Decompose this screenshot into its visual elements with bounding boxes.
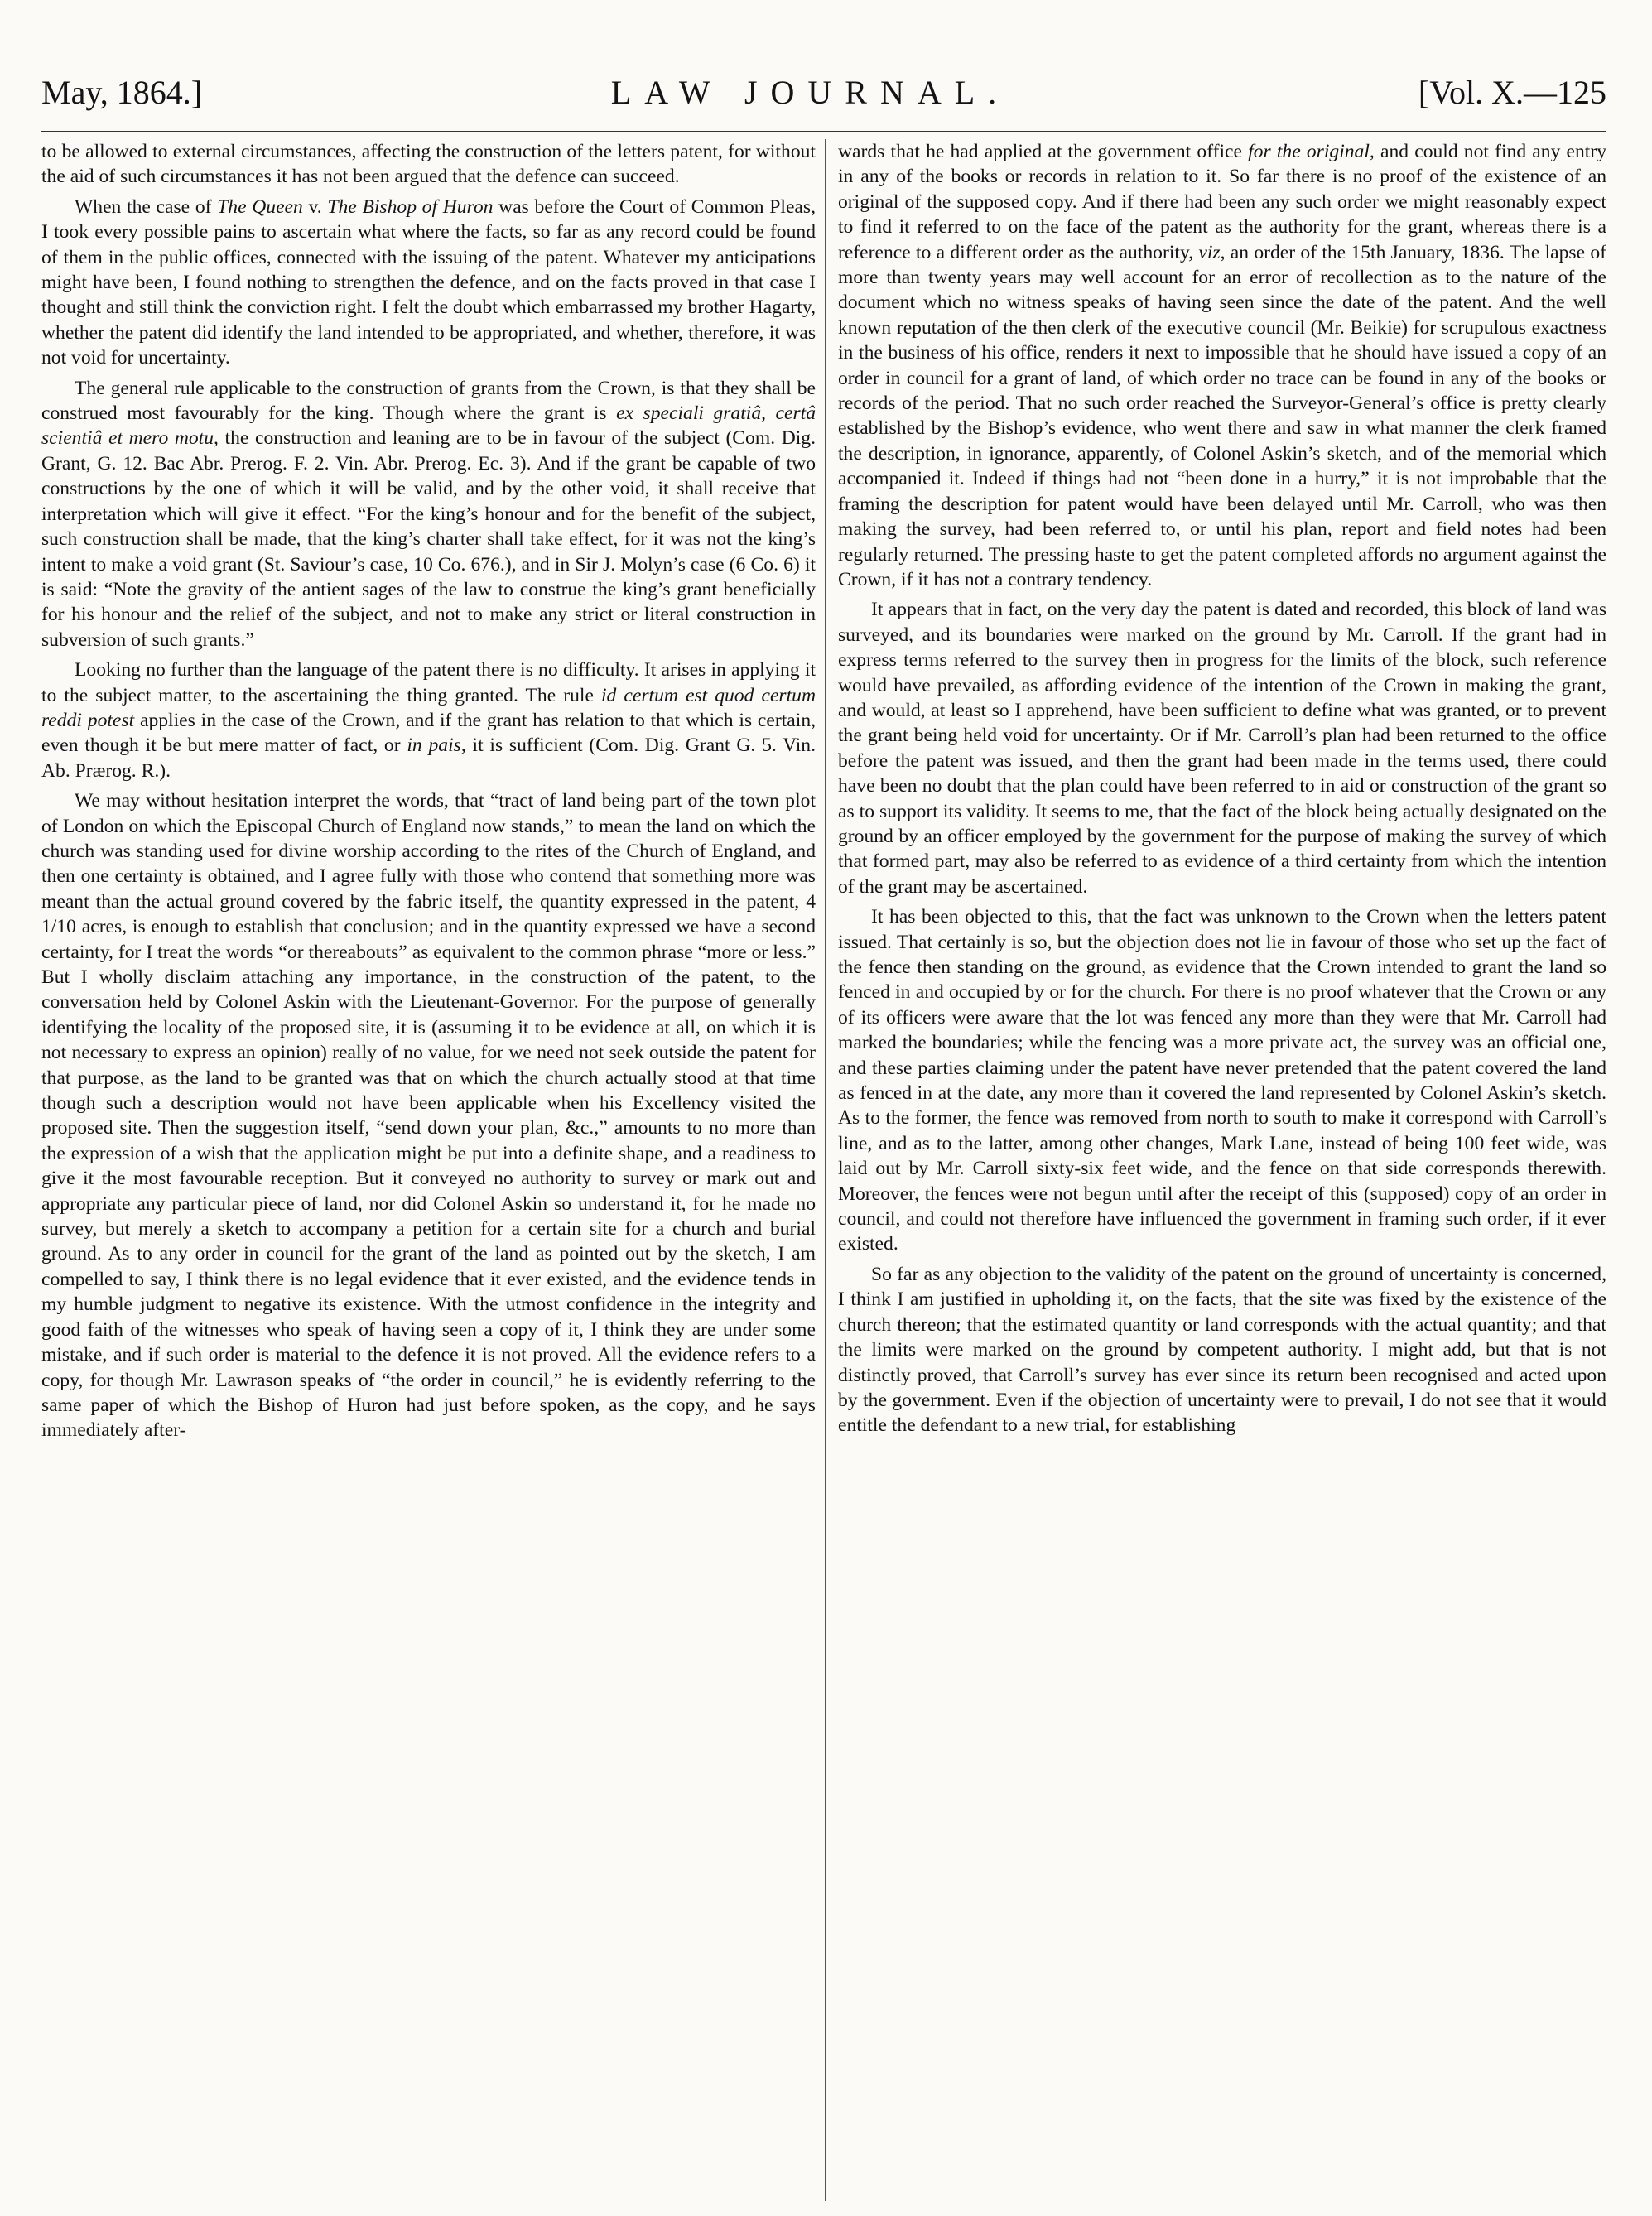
paragraph-text: So far as any objection to the validity of the patent on the ground of uncertainty is concerned, I think I am justified in upholding it, on the facts, that the site was fixed by the existence of the church thereon; that the estimated quantity or land corresponds with the actual quantity; and that the limits were marked on the ground by competent authority. I might add, but that is not distinctly proved, that Carroll’s survey has ever since its return been recognised and acted upon by the government. Even if the objection of uncertainty were to prevail, I do not see that it would entitle the defendant to a new trial, for establishing — [838, 1263, 1606, 1437]
left-column — [41, 139, 816, 2201]
paragraph-text: Looking no further than the language of the patent there is no difficulty. It arises in applying it to the subject matter, to the ascertaining the thing granted. The rule — [41, 659, 816, 706]
paragraph-text: to be allowed to external circumstances, affecting the construction of the letters patent, for without the aid of such circumstances it has not been argued that the defence can succeed. — [41, 141, 816, 188]
paragraph — [41, 658, 816, 783]
italic-text: ex speciali gratiâ, certâ scientiâ et mero motu, — [41, 402, 816, 450]
paragraph — [41, 788, 816, 1443]
italic-text: viz — [1198, 241, 1221, 263]
paragraph-text: The general rule applicable to the construction of grants from the Crown, is that they shall be construed most favourably for the king. Though where the grant is — [41, 377, 816, 425]
paragraph — [838, 904, 1606, 1257]
italic-text: id certum est quod certum reddi potest — [41, 684, 816, 731]
paragraph-text: was before the Court of Common Pleas, I took every possible pains to ascertain what where the facts, so far as any record could be found of them in the public offices, connected with the issuing of the patent. Whatever my anticipations might have been, I found nothing to strengthen the defence, and on the facts proved in that case I thought and still think the conviction right. I felt the doubt which embarrassed my brother Hagarty, whether the patent did identify the land intended to be appropriated, and whether, therefore, it was not void for uncertainty. — [41, 195, 816, 369]
column-divider — [825, 139, 826, 2201]
paragraph — [838, 1262, 1606, 1438]
header-volume-page: [Vol. X.—125 — [1418, 74, 1606, 111]
header-date: May, 1864.] — [41, 74, 203, 111]
paragraph — [838, 139, 1606, 592]
italic-text: The Queen — [217, 195, 303, 218]
paragraph-text: it is sufficient (Com. Dig. Grant G. 5. Vin. Ab. Prærog. R.). — [41, 735, 816, 782]
paragraph — [41, 139, 816, 190]
paragraph — [41, 195, 816, 371]
italic-text: for the original, — [1248, 141, 1375, 162]
paragraph-text: It has been objected to this, that the fact was unknown to the Crown when the letters patent issued. That certainly is so, but the objection does not lie in favour of those who set up the fact of the fence then standing on the ground, as evidence that the Crown intended to grant the land so fenced in and occupied by or for the church. For there is no proof whatever that the Crown or any of its officers were aware that the lot was fenced any more than they were that Mr. Carroll had marked the boundaries; while the fencing was a more private act, the survey was an official one, and these parties claiming under the patent have never pretended that the patent covered the land as fenced in at the date, any more than it covered the land represented by Colonel Askin’s sketch. As to the former, the fence was removed from north to south to make it correspond with Carroll’s line, and as to the latter, among other changes, Mark Lane, instead of being 100 feet wide, was laid out by Mr. Carroll sixty-six feet wide, and the fence on that side corresponds therewith. Moreover, the fences were not begun until after the receipt of this (supposed) copy of an order in council, and could not therefore have influenced the government in framing such order, if it ever existed. — [838, 906, 1606, 1255]
paragraph-text: applies in the case of the Crown, and if the grant has relation to that which is certain, even though it be but mere matter of fact, or — [41, 709, 816, 757]
paragraph — [838, 597, 1606, 899]
paragraph-text: and could not find any entry in any of the books or records in relation to it. So far there is no proof of the existence of an original of the supposed copy. And if there had been any such order we might reasonably expect to find it referred to on the face of the patent as the authority for the grant, whereas there is a reference to a different order as the authority, — [838, 141, 1606, 263]
paragraph-text: the construction and leaning are to be in favour of the subject (Com. Dig. Grant, G. 12. Bac Abr. Prerog. F. 2. Vin. Abr. Prerog. Ec. 3). And if the grant be capable of two constructions by the one of which it will be valid, and by the other void, it shall receive that interpretation which will give it effect. “For the king’s honour and for the benefit of the subject, such construction shall be made, that the king’s charter shall take effect, for it was not the king’s intent to make a void grant (St. Saviour’s case, 10 Co. 676.), and in Sir J. Molyn’s case (6 Co. 6) it is said: “Note the gravity of the antient sages of the law to construe the king’s grant beneficially for his honour and the relief of the subject, and not to make any strict or literal construction in subversion of such grants.” — [41, 427, 816, 651]
paragraph-text: v. — [302, 195, 328, 218]
paragraph-text: It appears that in fact, on the very day the patent is dated and recorded, this block of land was surveyed, and its boundaries were marked on the ground by Mr. Carroll. If the grant had in express terms referred to the survey then in progress for the limits of the block, such reference would have prevailed, as affording evidence of the intention of the Crown in making the grant, and would, at least so I apprehend, have been sufficient to define what was granted, or to prevent the grant being held void for uncertainty. Or if Mr. Carroll’s plan had been returned to the office before the patent was issued, and then the grant had been made in the terms used, there could have been no doubt that the plan could have been referred to in aid or construction of the grant so as to support its validity. It seems to me, that the fact of the block being actually designated on the ground by an officer employed by the government for the purpose of making the survey of which that formed part, may also be referred to as evidence of a third certainty from which the intention of the grant may be ascertained. — [838, 599, 1606, 898]
header-rule — [41, 131, 1606, 132]
paragraph-text: When the case of — [75, 195, 218, 218]
right-column — [838, 139, 1606, 2201]
running-header — [41, 73, 1606, 123]
paragraph — [41, 376, 816, 653]
paragraph-text: wards that he had applied at the government office — [838, 141, 1249, 162]
journal-title: LAW JOURNAL. — [610, 74, 1010, 111]
paragraph-text: , an order of the 15th January, 1836. The lapse of more than twenty years may well account for an error of recollection as to the nature of the document which no witness speaks of having seen since the date of the patent. And the well known reputation of the then clerk of the executive council (Mr. Beikie) for scrupulous exactness in the business of his office, renders it next to impossible that he should have issued a copy of an order in council for a grant of land, of which order no trace can be found in any of the books or records of the period. That no such order reached the Surveyor-General’s office is pretty clearly established by the Bishop’s evidence, who went there and saw in what manner the clerk framed the description, in ignorance, apparently, of Colonel Askin’s sketch, and of the memorial which accompanied it. Indeed if things had not “been done in a hurry,” it is not improbable that the framing the description for patent would have been delayed until Mr. Carroll, who was then making the survey, had been referred to, or until his plan, report and field notes had been regularly returned. The pressing haste to get the patent completed affords no argument against the Crown, if it has not a contrary tendency. — [838, 241, 1606, 590]
italic-text: in pais, — [407, 735, 466, 757]
paragraph-text: We may without hesitation interpret the words, that “tract of land being part of the town plot of London on which the Episcopal Church of England now stands,” to mean the land on which the church was standing used for divine worship according to the rites of the Church of England, and then one certainty is obtained, and I agree fully with those who contend that something more was meant than the actual ground covered by the fabric itself, the quantity expressed in the patent, 4 1/10 acres, is enough to establish that conclusion; and in the quantity expressed we have a second certainty, for I treat the words “or thereabouts” as equivalent to the common phrase “more or less.” But I wholly disclaim attaching any importance, in the construction of the patent, to the conversation held by Colonel Askin with the Lieutenant-Governor. For the purpose of generally identifying the locality of the proposed site, it is (assuming it to be evidence at all, on which it is not necessary to express an opinion) really of no value, for we need not seek outside the patent for that purpose, as the land to be granted was that on which the church actually stood at that time though such a description would not have been applicable when his Excellency visited the proposed site. Then the suggestion itself, “send down your plan, &c.,” amounts to no more than the expression of a wish that the application might be put into a definite shape, and a readiness to give it the most favourable reception. But it conveyed no authority to survey or mark out and appropriate any particular piece of land, nor did Colonel Askin so understand it, for he made no survey, but merely a sketch to accompany a petition for a certain site for a church and burial ground. As to any order in council for the grant of the land as pointed out by the sketch, I am compelled to say, I think there is no legal evidence that it ever existed, and the evidence tends in my humble judgment to negative its existence. With the utmost confidence in the integrity and good faith of the witnesses who speak of having seen a copy of it, I think they are under some mistake, and if such order is material to the defence it is not proved. All the evidence refers to a copy, for though Mr. Lawrason speaks of “the order in council,” he is evidently referring to the same paper of which the Bishop of Huron had just before spoken, as the copy, and he says immediately after- — [41, 790, 816, 1442]
italic-text: The Bishop of Huron — [327, 195, 494, 218]
